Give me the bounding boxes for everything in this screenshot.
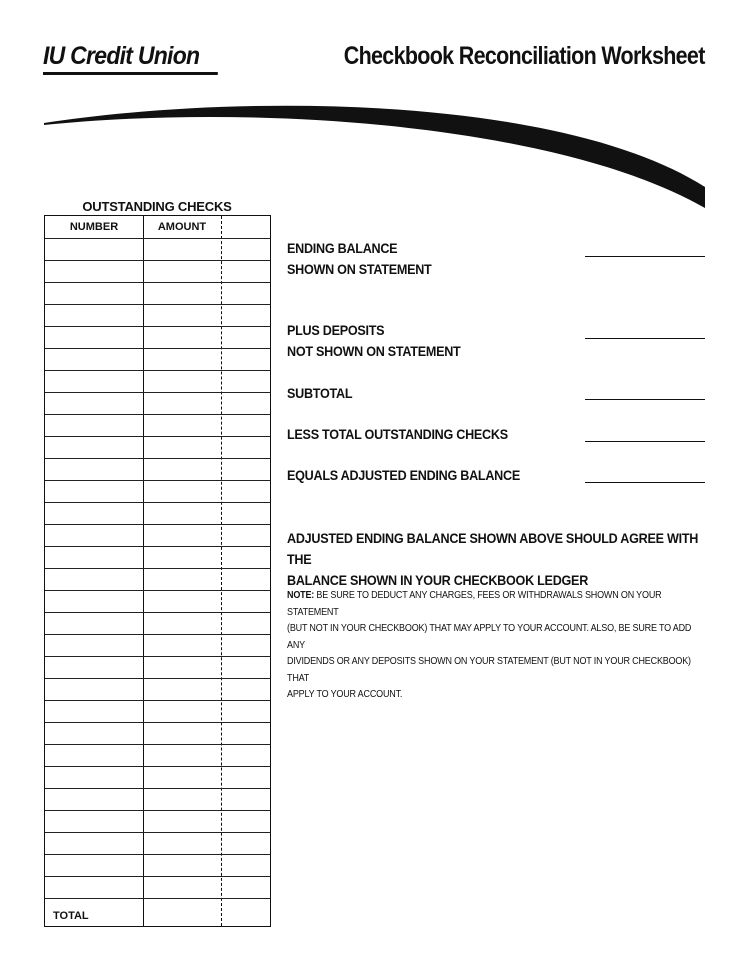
ending-balance-line2: SHOWN ON STATEMENT bbox=[287, 261, 432, 277]
subtotal-field[interactable] bbox=[585, 399, 705, 400]
outstanding-checks-table bbox=[44, 215, 271, 927]
table-row-line bbox=[45, 788, 270, 789]
table-row-line bbox=[45, 348, 270, 349]
column-header-amount: AMOUNT bbox=[157, 221, 207, 233]
table-row-line bbox=[45, 392, 270, 393]
table-row-line bbox=[45, 502, 270, 503]
note-line2: (BUT NOT IN YOUR CHECKBOOK) THAT MAY APPLY TO YOUR ACCOUNT. ALSO, BE SURE TO ADD ANY bbox=[287, 623, 692, 651]
agreement-line1: ADJUSTED ENDING BALANCE SHOWN ABOVE SHOULD AGREE WITH THE bbox=[287, 530, 699, 567]
table-row-line bbox=[45, 568, 270, 569]
table-row-line bbox=[45, 282, 270, 283]
table-row-line bbox=[45, 898, 270, 899]
note-line4: APPLY TO YOUR ACCOUNT. bbox=[287, 689, 403, 700]
table-row-line bbox=[45, 634, 270, 635]
subtotal-label: SUBTOTAL bbox=[287, 385, 353, 401]
deposits-line1: PLUS DEPOSITS bbox=[287, 322, 385, 338]
deposits-line2: NOT SHOWN ON STATEMENT bbox=[287, 343, 461, 359]
column-header-number: NUMBER bbox=[69, 221, 119, 233]
table-row-line bbox=[45, 238, 270, 239]
brand-logo: IU Credit Union bbox=[43, 42, 218, 75]
table-row-line bbox=[45, 370, 270, 371]
table-row-line bbox=[45, 260, 270, 261]
table-row-line bbox=[45, 766, 270, 767]
table-row-line bbox=[45, 524, 270, 525]
agreement-line2: BALANCE SHOWN IN YOUR CHECKBOOK LEDGER bbox=[287, 572, 589, 588]
cents-divider bbox=[221, 216, 222, 926]
less-checks-field[interactable] bbox=[585, 441, 705, 442]
table-row-line bbox=[45, 678, 270, 679]
table-row-line bbox=[45, 414, 270, 415]
table-row-line bbox=[45, 326, 270, 327]
note-label: NOTE: bbox=[287, 590, 315, 601]
note-line1: BE SURE TO DEDUCT ANY CHARGES, FEES OR WITHDRAWALS SHOWN ON YOUR STATEMENT bbox=[287, 590, 662, 618]
table-row-line bbox=[45, 590, 270, 591]
table-row-line bbox=[45, 546, 270, 547]
table-row-line bbox=[45, 480, 270, 481]
note-line3: DIVIDENDS OR ANY DEPOSITS SHOWN ON YOUR STATEMENT (BUT NOT IN YOUR CHECKBOOK) THAT bbox=[287, 656, 691, 684]
table-row-line bbox=[45, 304, 270, 305]
ending-balance-field[interactable] bbox=[585, 256, 705, 257]
note-paragraph bbox=[287, 588, 701, 704]
table-row-line bbox=[45, 722, 270, 723]
column-divider bbox=[143, 216, 144, 926]
table-row-line bbox=[45, 436, 270, 437]
outstanding-checks-title: OUTSTANDING CHECKS bbox=[82, 199, 232, 214]
deposits-field[interactable] bbox=[585, 338, 705, 339]
ending-balance-line1: ENDING BALANCE bbox=[287, 240, 398, 256]
page-title: Checkbook Reconciliation Worksheet bbox=[344, 42, 705, 70]
agreement-statement bbox=[287, 528, 701, 591]
table-row-line bbox=[45, 700, 270, 701]
decorative-swoosh bbox=[0, 95, 749, 215]
ending-balance-label bbox=[287, 238, 431, 280]
adjusted-balance-field[interactable] bbox=[585, 482, 705, 483]
table-row-line bbox=[45, 810, 270, 811]
table-row-line bbox=[45, 656, 270, 657]
table-row-line bbox=[45, 612, 270, 613]
adjusted-balance-label: EQUALS ADJUSTED ENDING BALANCE bbox=[287, 467, 520, 483]
total-label: TOTAL bbox=[53, 910, 89, 922]
deposits-label bbox=[287, 320, 460, 362]
table-row-line bbox=[45, 854, 270, 855]
table-row-line bbox=[45, 458, 270, 459]
table-row-line bbox=[45, 832, 270, 833]
table-row-line bbox=[45, 744, 270, 745]
less-checks-label: LESS TOTAL OUTSTANDING CHECKS bbox=[287, 426, 508, 442]
table-row-line bbox=[45, 876, 270, 877]
